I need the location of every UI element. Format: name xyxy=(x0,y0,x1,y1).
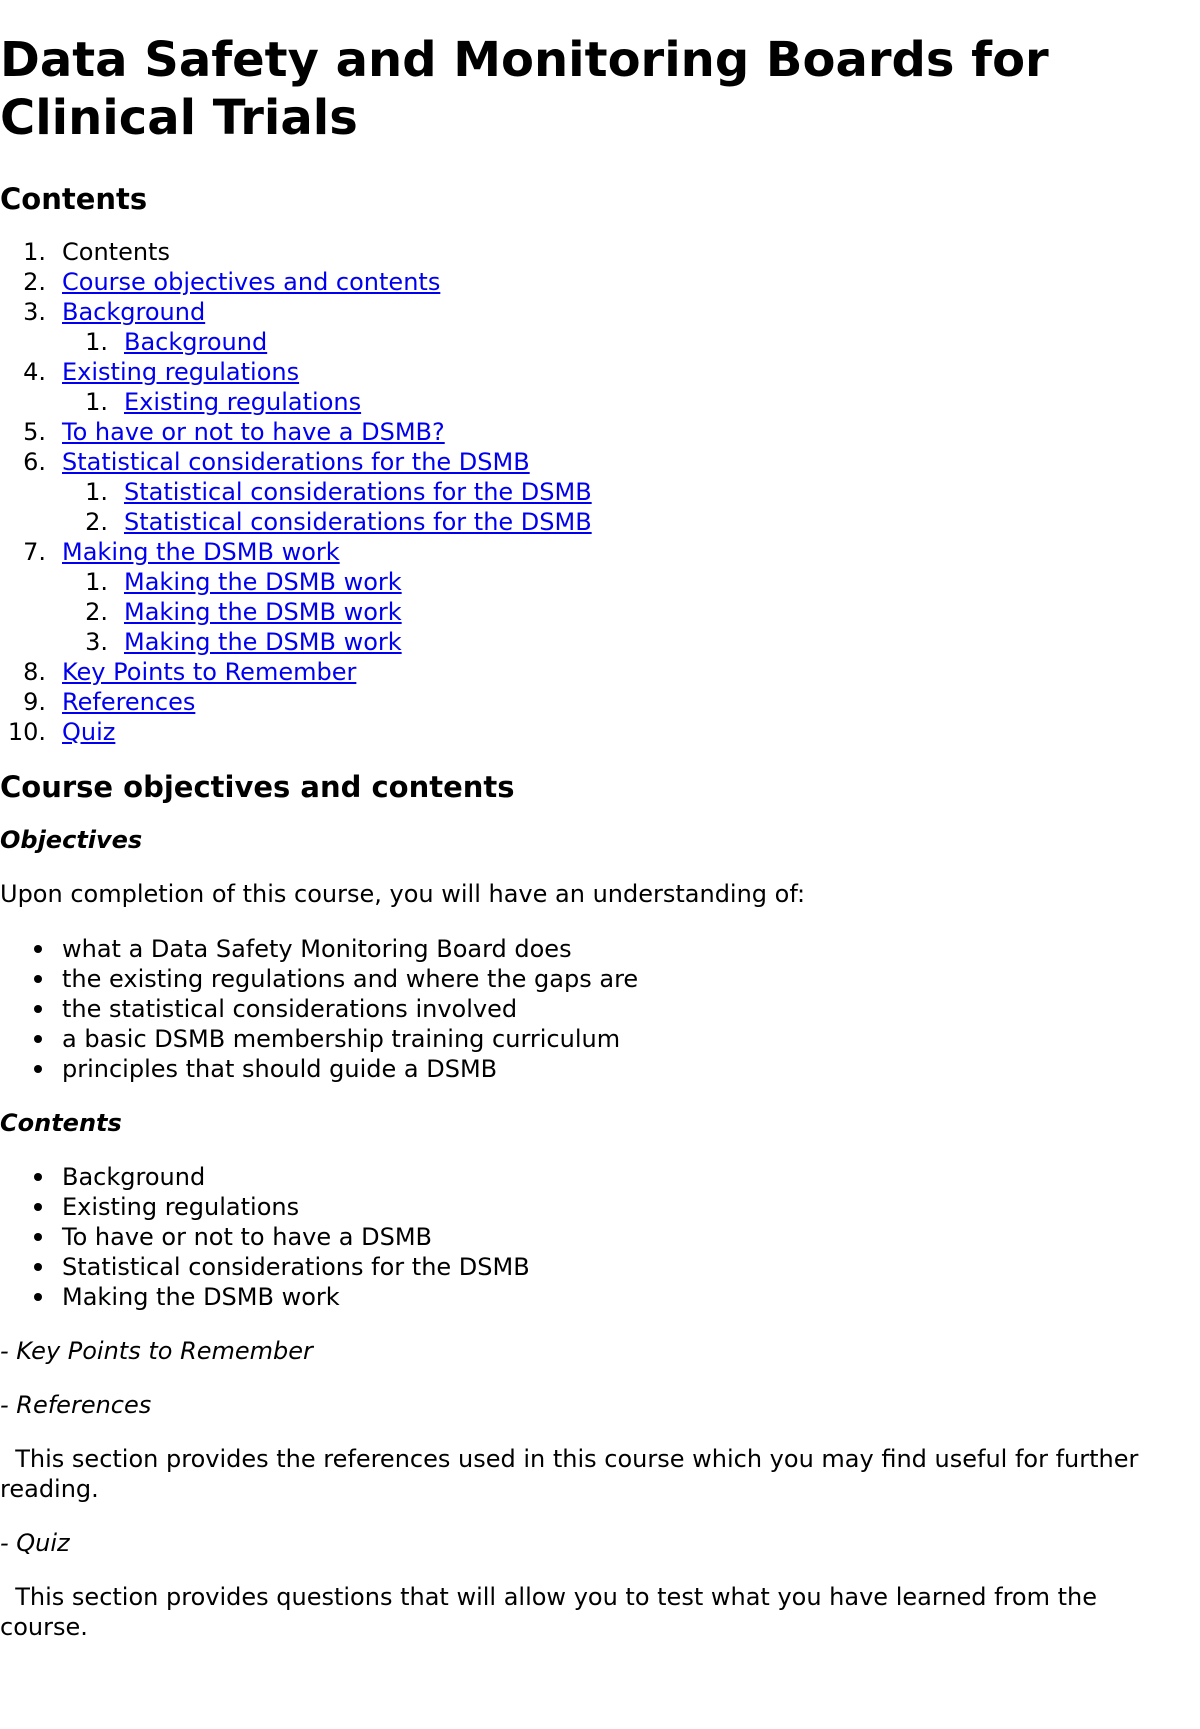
toc-subitem[interactable]: 2. Making the DSMB work xyxy=(85,598,402,626)
bullet-icon xyxy=(34,945,42,953)
toc-item[interactable]: 10. Quiz xyxy=(7,718,116,746)
list-item: the statistical considerations involved xyxy=(0,994,1200,1024)
list-item: Making the DSMB work xyxy=(0,1282,1200,1312)
references-description: This section provides the references used in this course which you may find useful for further reading. xyxy=(0,1445,1139,1503)
toc-sublink-making-dsmb-work-2[interactable]: Making the DSMB work xyxy=(124,598,402,626)
contents-list xyxy=(0,1162,1200,1312)
contents-heading: Contents xyxy=(0,1109,122,1137)
section-heading: Course objectives and contents xyxy=(0,770,515,804)
list-item: Existing regulations xyxy=(0,1192,1200,1222)
objectives-list xyxy=(0,934,1200,1084)
toc-link-key-points[interactable]: Key Points to Remember xyxy=(62,658,357,686)
toc-item[interactable]: 6. Statistical considerations for the DSMB xyxy=(23,448,530,476)
key-points-label: - Key Points to Remember xyxy=(0,1337,313,1365)
bullet-icon xyxy=(34,1233,42,1241)
list-item: a basic DSMB membership training curriculum xyxy=(0,1024,1200,1054)
toc-link-to-have-dsmb[interactable]: To have or not to have a DSMB? xyxy=(62,418,445,446)
toc-sublink-statistical-considerations-1[interactable]: Statistical considerations for the DSMB xyxy=(124,478,592,506)
toc-item[interactable]: 4. Existing regulations xyxy=(23,358,300,386)
toc-link-existing-regulations[interactable]: Existing regulations xyxy=(62,358,300,386)
toc-subitem[interactable]: 3. Making the DSMB work xyxy=(85,628,402,656)
toc-item[interactable]: 5. To have or not to have a DSMB? xyxy=(23,418,445,446)
toc-sublink-statistical-considerations-2[interactable]: Statistical considerations for the DSMB xyxy=(124,508,592,536)
toc-item: 1. Contents xyxy=(23,238,170,266)
page-title: Data Safety and Monitoring Boards for Clinical Trials xyxy=(0,32,1049,146)
bullet-icon xyxy=(34,1035,42,1043)
quiz-description: This section provides questions that will allow you to test what you have learned from the course. xyxy=(0,1583,1097,1641)
toc-link-background[interactable]: Background xyxy=(62,298,206,326)
toc-heading: Contents xyxy=(0,182,148,216)
list-item: principles that should guide a DSMB xyxy=(0,1054,1200,1084)
toc-sublink-existing-regulations[interactable]: Existing regulations xyxy=(124,388,362,416)
toc-item[interactable]: 7. Making the DSMB work xyxy=(23,538,340,566)
toc-subitem[interactable]: 2. Statistical considerations for the DSMB xyxy=(85,508,592,536)
toc-link-making-dsmb-work[interactable]: Making the DSMB work xyxy=(62,538,340,566)
objectives-heading: Objectives xyxy=(0,826,143,854)
bullet-icon xyxy=(34,1005,42,1013)
document-page xyxy=(0,31,1200,1642)
list-item: Statistical considerations for the DSMB xyxy=(0,1252,1200,1282)
toc-item-label: Contents xyxy=(62,238,170,266)
bullet-icon xyxy=(34,1263,42,1271)
toc-link-course-objectives[interactable]: Course objectives and contents xyxy=(62,268,441,296)
list-item: what a Data Safety Monitoring Board does xyxy=(0,934,1200,964)
toc-link-references[interactable]: References xyxy=(62,688,196,716)
bullet-icon xyxy=(34,1173,42,1181)
bullet-icon xyxy=(34,1065,42,1073)
toc-subitem[interactable]: 1. Existing regulations xyxy=(85,388,362,416)
toc-sublink-making-dsmb-work-1[interactable]: Making the DSMB work xyxy=(124,568,402,596)
toc-item[interactable]: 9. References xyxy=(23,688,196,716)
toc-subitem[interactable]: 1. Making the DSMB work xyxy=(85,568,402,596)
toc-item[interactable]: 2. Course objectives and contents xyxy=(23,268,441,296)
list-item: To have or not to have a DSMB xyxy=(0,1222,1200,1252)
table-of-contents xyxy=(0,237,1200,747)
quiz-label: - Quiz xyxy=(0,1529,70,1557)
toc-item[interactable]: 3. Background xyxy=(23,298,206,326)
bullet-icon xyxy=(34,1203,42,1211)
objectives-intro: Upon completion of this course, you will have an understanding of: xyxy=(0,880,806,908)
toc-sublink-background[interactable]: Background xyxy=(124,328,268,356)
toc-link-statistical-considerations[interactable]: Statistical considerations for the DSMB xyxy=(62,448,530,476)
bullet-icon xyxy=(34,975,42,983)
list-item: Background xyxy=(0,1162,1200,1192)
toc-subitem[interactable]: 1. Statistical considerations for the DSMB xyxy=(85,478,592,506)
bullet-icon xyxy=(34,1293,42,1301)
list-item: the existing regulations and where the gaps are xyxy=(0,964,1200,994)
toc-sublink-making-dsmb-work-3[interactable]: Making the DSMB work xyxy=(124,628,402,656)
toc-item[interactable]: 8. Key Points to Remember xyxy=(23,658,357,686)
toc-link-quiz[interactable]: Quiz xyxy=(62,718,116,746)
toc-subitem[interactable]: 1. Background xyxy=(85,328,268,356)
references-label: - References xyxy=(0,1391,152,1419)
